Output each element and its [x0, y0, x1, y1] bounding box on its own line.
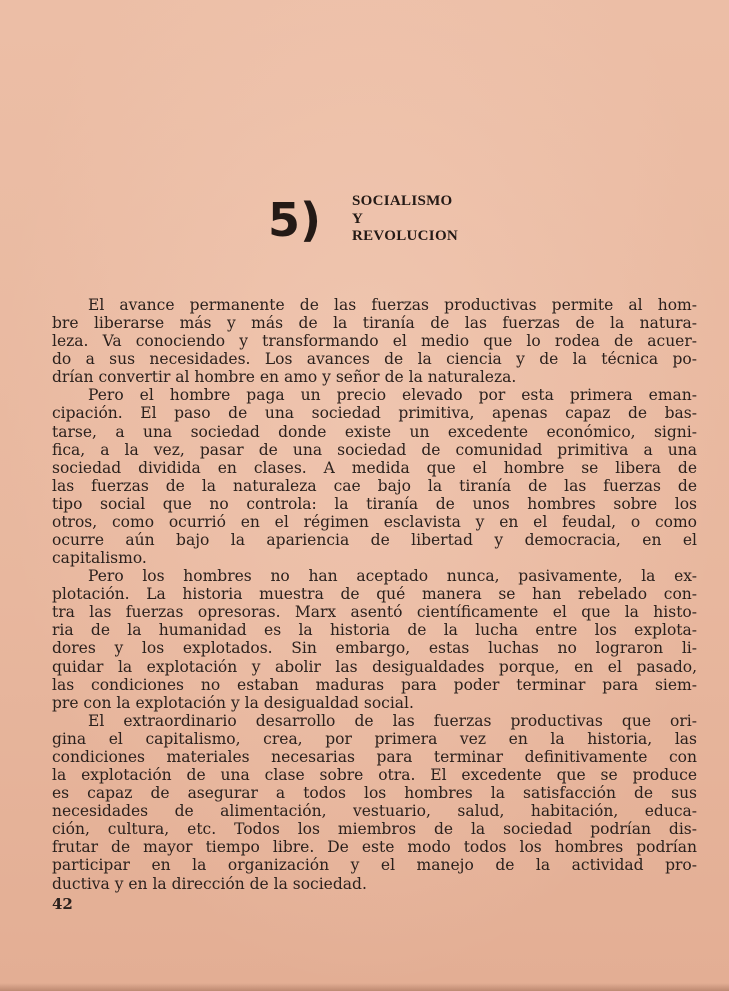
text-line: capitalismo. — [52, 549, 147, 568]
chapter-title-line: SOCIALISMO — [352, 193, 453, 209]
text-line: participar en la organización y el manejo de la actividad pro- — [52, 856, 697, 875]
text-line: El extraordinario desarrollo de las fuerzas productivas que ori- — [88, 711, 697, 730]
text-line: las fuerzas de la naturaleza cae bajo la tiranía de las fuerzas de — [52, 476, 697, 495]
text-line: Pero los hombres no han aceptado nunca, pasivamente, la ex- — [88, 567, 697, 586]
text-line: sociedad dividida en clases. A medida que el hombre se libera de — [52, 458, 697, 477]
text-line: Pero el hombre paga un precio elevado por esta primera eman- — [88, 386, 697, 405]
text-line: tarse, a una sociedad donde existe un excedente económico, signi- — [52, 422, 697, 441]
body-text — [52, 296, 697, 893]
text-line: otros, como ocurrió en el régimen esclavista y en el feudal, o como — [52, 512, 697, 531]
page-number: 42 — [52, 895, 73, 913]
text-line: ductiva y en la dirección de la sociedad. — [52, 874, 367, 893]
chapter-title — [352, 193, 458, 246]
text-line: necesidades de alimentación, vestuario, salud, habitación, educa- — [52, 802, 697, 821]
text-line: pre con la explotación y la desigualdad social. — [52, 693, 414, 712]
text-line: es capaz de asegurar a todos los hombres la satisfacción de sus — [52, 784, 697, 803]
text-line: El avance permanente de las fuerzas productivas permite al hom- — [88, 296, 697, 314]
text-line: drían convertir al hombre en amo y señor de la naturaleza. — [52, 368, 517, 387]
text-line: leza. Va conociendo y transformando el medio que lo rodea de acuer- — [52, 332, 697, 351]
text-line: tipo social que no controla: la tiranía de unos hombres sobre los — [52, 494, 697, 513]
text-line: gina el capitalismo, crea, por primera vez en la historia, las — [52, 729, 697, 748]
text-line: do a sus necesidades. Los avances de la ciencia y de la técnica po- — [52, 350, 697, 369]
text-line: las condiciones no estaban maduras para poder terminar para siem- — [52, 675, 697, 694]
text-line: condiciones materiales necesarias para terminar definitivamente con — [52, 747, 697, 766]
text-line: quidar la explotación y abolir las desigualdades porque, en el pasado, — [52, 657, 697, 676]
text-line: fica, a la vez, pasar de una sociedad de comunidad primitiva a una — [52, 440, 697, 459]
text-line: tra las fuerzas opresoras. Marx asentó científicamente el que la histo- — [52, 603, 697, 622]
chapter-title-line: Y — [352, 210, 364, 227]
text-line: bre liberarse más y más de la tiranía de las fuerzas de la natura- — [52, 314, 697, 333]
text-line: cipación. El paso de una sociedad primitiva, apenas capaz de bas- — [52, 404, 697, 423]
text-line: ria de la humanidad es la historia de la lucha entre los explota- — [52, 621, 697, 640]
text-line: frutar de mayor tiempo libre. De este modo todos los hombres podrían — [52, 838, 697, 857]
text-line: dores y los explotados. Sin embargo, estas luchas no lograron li- — [52, 639, 697, 658]
text-line: ción, cultura, etc. Todos los miembros de la sociedad podrían dis- — [52, 820, 697, 839]
chapter-heading — [268, 188, 528, 258]
text-line: ocurre aún bajo la apariencia de libertad y democracia, en el — [52, 531, 697, 550]
chapter-number: 5) — [268, 193, 322, 247]
text-line: la explotación de una clase sobre otra. El excedente que se produce — [52, 766, 697, 785]
text-line: plotación. La historia muestra de qué manera se han rebelado con- — [52, 585, 697, 604]
chapter-title-line: REVOLUCION — [352, 228, 459, 244]
